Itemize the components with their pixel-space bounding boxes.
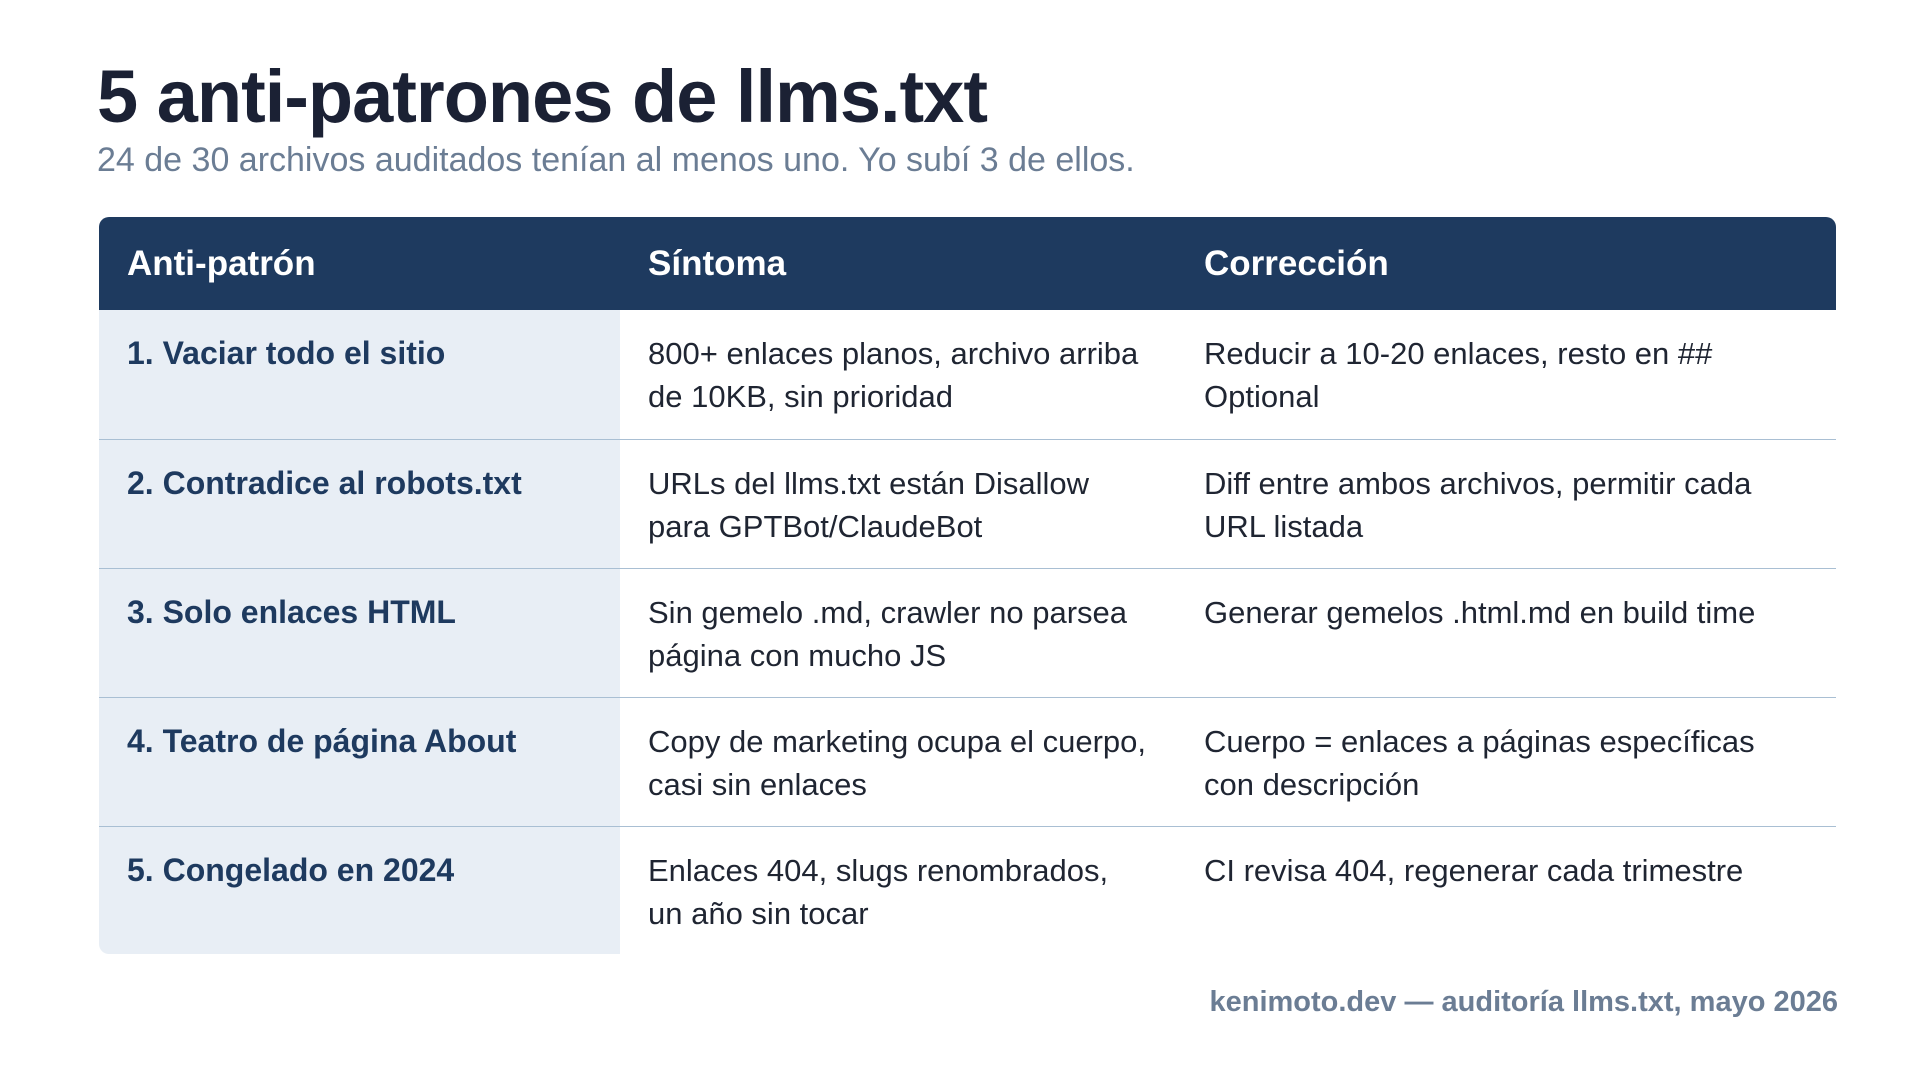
column-header-symptom: Síntoma (648, 243, 787, 283)
page-title: 5 anti-patrones de llms.txt (97, 55, 987, 138)
anti-patterns-table (99, 217, 1836, 954)
table-row (99, 439, 1836, 568)
anti-pattern-cell: 3. Solo enlaces HTML (99, 568, 620, 697)
fix-cell: Generar gemelos .html.md en build time (1176, 568, 1836, 697)
table-row (99, 697, 1836, 826)
fix-cell: Reducir a 10-20 enlaces, resto en ## Optional (1204, 336, 1713, 414)
page-subtitle: 24 de 30 archivos auditados tenían al menos uno. Yo subí 3 de ellos. (97, 141, 1135, 179)
anti-pattern-cell: 1. Vaciar todo el sitio (99, 310, 620, 439)
anti-pattern-cell: 2. Contradice al robots.txt (99, 439, 620, 568)
footer-credit: kenimoto.dev — auditoría llms.txt, mayo 2026 (1209, 986, 1838, 1018)
symptom-cell: Sin gemelo .md, crawler no parsea página con mucho JS (620, 568, 1176, 697)
column-header-anti-pattern: Anti-patrón (127, 243, 316, 283)
table-header (99, 217, 1836, 310)
fix-cell: Diff entre ambos archivos, permitir cada URL listada (1176, 439, 1836, 568)
table-row (99, 826, 1836, 954)
table-row (99, 568, 1836, 697)
fix-cell: Cuerpo = enlaces a páginas específicas con descripción (1176, 697, 1836, 826)
column-header-fix: Corrección (1204, 243, 1389, 283)
symptom-cell: 800+ enlaces planos, archivo arriba de 10KB, sin prioridad (648, 336, 1139, 414)
symptom-cell: Copy de marketing ocupa el cuerpo, casi sin enlaces (620, 697, 1176, 826)
fix-cell: CI revisa 404, regenerar cada trimestre (1176, 826, 1836, 954)
symptom-cell: URLs del llms.txt están Disallow para GPTBot/ClaudeBot (620, 439, 1176, 568)
table-header-row (99, 217, 1836, 310)
table-body (99, 310, 1836, 954)
anti-pattern-cell: 5. Congelado en 2024 (99, 826, 620, 954)
table-row (99, 310, 1836, 439)
anti-pattern-cell: 4. Teatro de página About (99, 697, 620, 826)
symptom-cell: Enlaces 404, slugs renombrados, un año sin tocar (620, 826, 1176, 954)
